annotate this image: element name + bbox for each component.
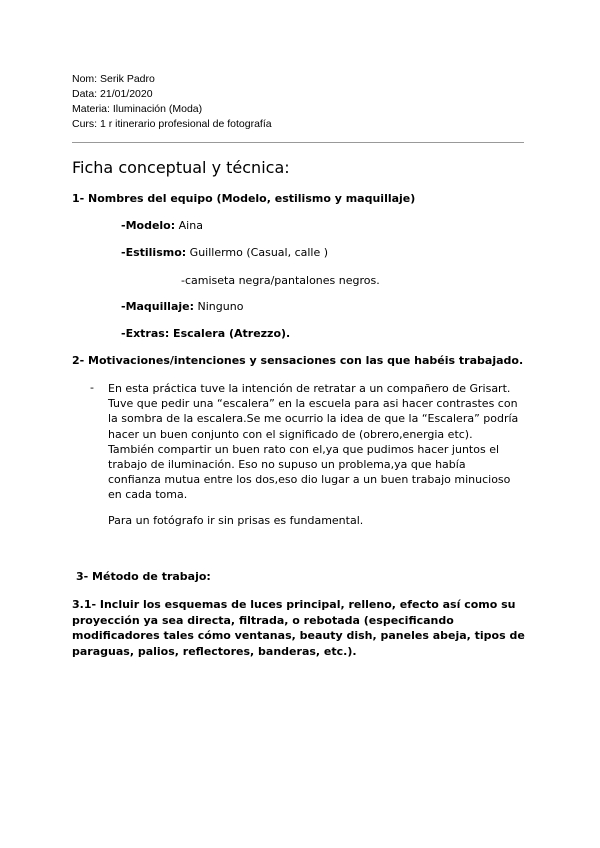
subsection-line: modificadores tales cómo ventanas, beauty dish, paneles abeja, tipos de — [72, 629, 525, 642]
closing-sentence: Para un fotógrafo ir sin prisas es fundamental. — [108, 514, 364, 527]
modelo-line — [121, 219, 203, 232]
modelo-label: -Modelo: — [121, 219, 176, 232]
subsection-line: paraguas, palios, reflectores, banderas, etc.). — [72, 644, 357, 658]
paragraph-line: hacer un buen conjunto con el significado de (obrero,energia etc). — [108, 427, 473, 441]
section-2-heading: 2- Motivaciones/intenciones y sensaciones con las que habéis trabajado. — [72, 354, 524, 367]
course: Curs: 1 r itinerario profesional de fotografía — [72, 118, 272, 130]
paragraph-line: trabajo de iluminación. Eso no supuso un problema,ya que había — [108, 458, 466, 472]
maquillaje-line — [121, 300, 243, 313]
paragraph-line: Tuve que pedir una “escalera” en la escuela para asi hacer contrastes con — [108, 397, 518, 411]
estilismo-detail: -camiseta negra/pantalones negros. — [181, 274, 380, 287]
bullet-dash: - — [90, 381, 94, 394]
maquillaje-value: Ninguno — [194, 300, 244, 313]
extras-line: -Extras: Escalera (Atrezzo). — [121, 327, 291, 340]
paragraph-line: En esta práctica tuve la intención de retratar a un compañero de Grisart. — [108, 382, 511, 395]
modelo-value: Aina — [175, 219, 203, 232]
student-name: Nom: Serik Padro — [72, 73, 155, 85]
paragraph-line: la sombra de la escalera.Se me ocurrio la idea de que la “Escalera” podría — [108, 412, 519, 426]
estilismo-line — [121, 246, 328, 259]
paragraph-line: confianza mutua entre los dos,eso dio lugar a un buen trabajo minucioso — [108, 473, 511, 487]
paragraph-line: en cada toma. — [108, 488, 188, 502]
paragraph-line: También compartir un buen rato con el,ya que pudimos hacer juntos el — [108, 442, 500, 456]
subsection-line: proyección ya sea directa, filtrada, o rebotada (especificando — [72, 613, 454, 627]
estilismo-value: Guillermo (Casual, calle ) — [186, 246, 329, 259]
estilismo-label: -Estilismo: — [121, 246, 187, 259]
header-divider — [72, 142, 524, 143]
section-1-heading: 1- Nombres del equipo (Modelo, estilismo y maquillaje) — [72, 192, 416, 205]
subsection-line: 3.1- Incluir los esquemas de luces principal, relleno, efecto así como su — [72, 598, 516, 611]
date: Data: 21/01/2020 — [72, 88, 153, 100]
subject: Materia: Iluminación (Moda) — [72, 103, 203, 115]
maquillaje-label: -Maquillaje: — [121, 300, 195, 313]
section-3-heading: 3- Método de trabajo: — [76, 570, 211, 583]
section-3-1-text — [72, 597, 532, 659]
motivation-paragraph — [108, 381, 528, 503]
document-title: Ficha conceptual y técnica: — [72, 158, 290, 177]
